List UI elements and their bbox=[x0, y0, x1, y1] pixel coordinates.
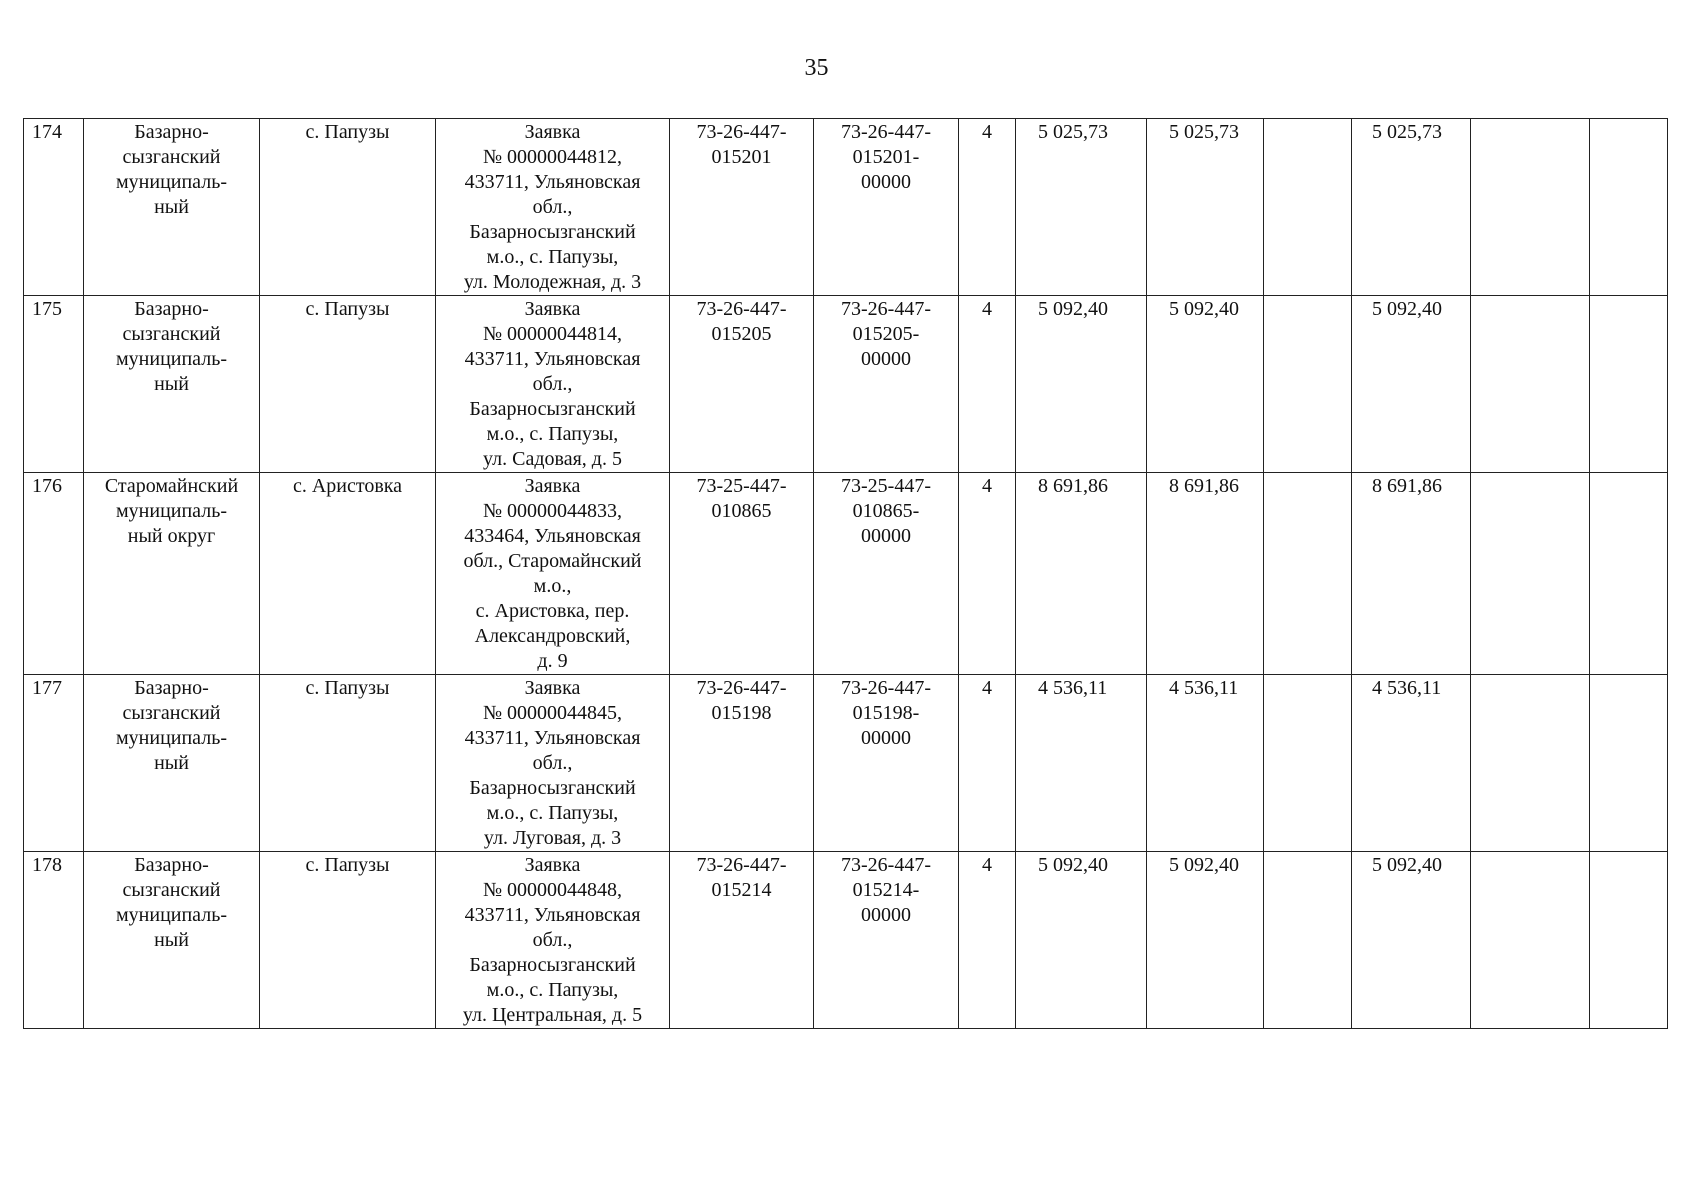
table-row bbox=[24, 675, 1668, 852]
amount-cell-4: 5 092,40 bbox=[1352, 296, 1471, 473]
amount-cell-2: 8 691,86 bbox=[1147, 473, 1264, 675]
row-number: 175 bbox=[24, 296, 84, 473]
oktmo-code-cell: 73-26-447- 015201 bbox=[670, 119, 814, 296]
oktmo-code-cell: 73-26-447- 015214 bbox=[670, 852, 814, 1029]
full-code-cell: 73-26-447- 015214- 00000 bbox=[814, 852, 959, 1029]
oktmo-code-cell: 73-26-447- 015205 bbox=[670, 296, 814, 473]
full-code-cell: 73-25-447- 010865- 00000 bbox=[814, 473, 959, 675]
extra-cell-2 bbox=[1590, 473, 1668, 675]
count-cell: 4 bbox=[959, 852, 1016, 1029]
district-cell: Базарно- сызганский муниципаль- ный bbox=[84, 852, 260, 1029]
amount-cell-2: 5 092,40 bbox=[1147, 852, 1264, 1029]
extra-cell-1 bbox=[1471, 119, 1590, 296]
amount-cell-3 bbox=[1264, 675, 1352, 852]
amount-cell-1: 4 536,11 bbox=[1016, 675, 1147, 852]
registry-table bbox=[23, 118, 1668, 1029]
extra-cell-2 bbox=[1590, 852, 1668, 1029]
extra-cell-1 bbox=[1471, 473, 1590, 675]
amount-cell-3 bbox=[1264, 119, 1352, 296]
count-cell: 4 bbox=[959, 119, 1016, 296]
amount-cell-2: 4 536,11 bbox=[1147, 675, 1264, 852]
amount-cell-1: 5 092,40 bbox=[1016, 852, 1147, 1029]
full-code-cell: 73-26-447- 015205- 00000 bbox=[814, 296, 959, 473]
amount-cell-3 bbox=[1264, 473, 1352, 675]
application-cell: Заявка № 00000044812, 433711, Ульяновская обл., Базарносызганский м.о., с. Папузы, ул. Молодежная, д. 3 bbox=[436, 119, 670, 296]
row-number: 174 bbox=[24, 119, 84, 296]
row-number: 178 bbox=[24, 852, 84, 1029]
settlement-cell: с. Папузы bbox=[260, 852, 436, 1029]
row-number: 176 bbox=[24, 473, 84, 675]
table-row bbox=[24, 852, 1668, 1029]
extra-cell-1 bbox=[1471, 852, 1590, 1029]
amount-cell-1: 5 092,40 bbox=[1016, 296, 1147, 473]
extra-cell-2 bbox=[1590, 296, 1668, 473]
table-row bbox=[24, 119, 1668, 296]
oktmo-code-cell: 73-26-447- 015198 bbox=[670, 675, 814, 852]
row-number: 177 bbox=[24, 675, 84, 852]
oktmo-code-cell: 73-25-447- 010865 bbox=[670, 473, 814, 675]
settlement-cell: с. Аристовка bbox=[260, 473, 436, 675]
settlement-cell: с. Папузы bbox=[260, 296, 436, 473]
count-cell: 4 bbox=[959, 675, 1016, 852]
amount-cell-4: 5 025,73 bbox=[1352, 119, 1471, 296]
settlement-cell: с. Папузы bbox=[260, 119, 436, 296]
table-row bbox=[24, 473, 1668, 675]
table-row bbox=[24, 296, 1668, 473]
full-code-cell: 73-26-447- 015201- 00000 bbox=[814, 119, 959, 296]
amount-cell-4: 8 691,86 bbox=[1352, 473, 1471, 675]
amount-cell-2: 5 025,73 bbox=[1147, 119, 1264, 296]
application-cell: Заявка № 00000044845, 433711, Ульяновская обл., Базарносызганский м.о., с. Папузы, ул. Луговая, д. 3 bbox=[436, 675, 670, 852]
extra-cell-1 bbox=[1471, 296, 1590, 473]
page-number: 35 bbox=[804, 55, 829, 81]
amount-cell-3 bbox=[1264, 852, 1352, 1029]
settlement-cell: с. Папузы bbox=[260, 675, 436, 852]
district-cell: Базарно- сызганский муниципаль- ный bbox=[84, 296, 260, 473]
district-cell: Базарно- сызганский муниципаль- ный bbox=[84, 675, 260, 852]
amount-cell-1: 5 025,73 bbox=[1016, 119, 1147, 296]
extra-cell-2 bbox=[1590, 119, 1668, 296]
full-code-cell: 73-26-447- 015198- 00000 bbox=[814, 675, 959, 852]
amount-cell-3 bbox=[1264, 296, 1352, 473]
amount-cell-4: 5 092,40 bbox=[1352, 852, 1471, 1029]
district-cell: Базарно- сызганский муниципаль- ный bbox=[84, 119, 260, 296]
amount-cell-4: 4 536,11 bbox=[1352, 675, 1471, 852]
application-cell: Заявка № 00000044848, 433711, Ульяновская обл., Базарносызганский м.о., с. Папузы, ул. Центральная, д. 5 bbox=[436, 852, 670, 1029]
application-cell: Заявка № 00000044814, 433711, Ульяновская обл., Базарносызганский м.о., с. Папузы, ул. Садовая, д. 5 bbox=[436, 296, 670, 473]
extra-cell-2 bbox=[1590, 675, 1668, 852]
count-cell: 4 bbox=[959, 473, 1016, 675]
count-cell: 4 bbox=[959, 296, 1016, 473]
extra-cell-1 bbox=[1471, 675, 1590, 852]
district-cell: Старомайнский муниципаль- ный округ bbox=[84, 473, 260, 675]
application-cell: Заявка № 00000044833, 433464, Ульяновская обл., Старомайнский м.о., с. Аристовка, пер. Александровский, д. 9 bbox=[436, 473, 670, 675]
amount-cell-1: 8 691,86 bbox=[1016, 473, 1147, 675]
amount-cell-2: 5 092,40 bbox=[1147, 296, 1264, 473]
